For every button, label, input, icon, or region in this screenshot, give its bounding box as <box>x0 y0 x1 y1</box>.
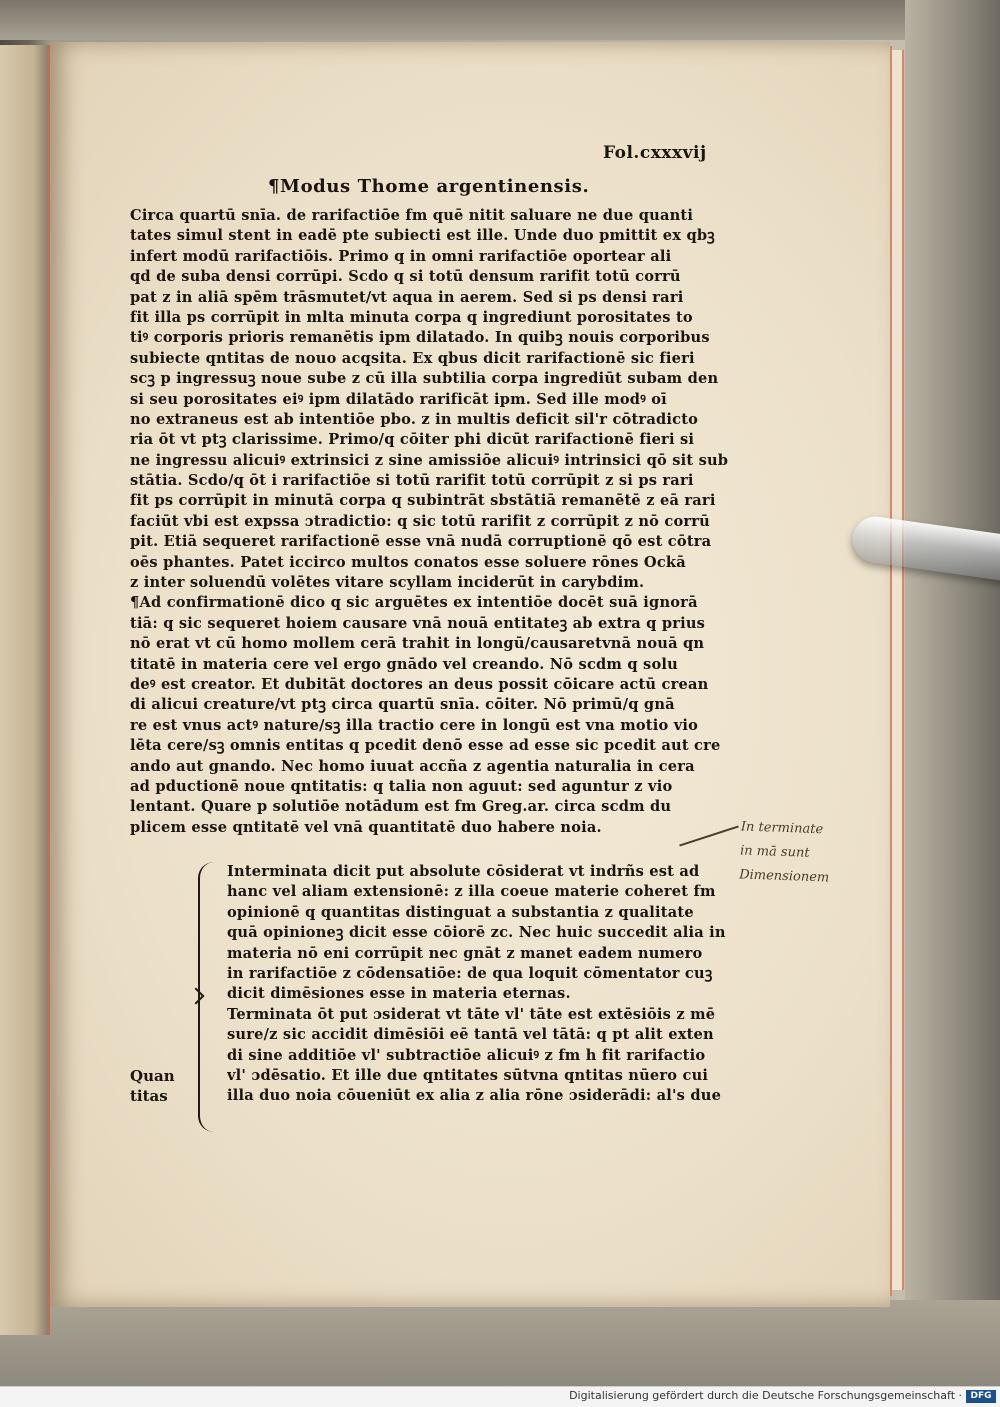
text-line: illa duo noia cōueniūt ex alia z alia rōne ɔsiderādi: al's due <box>227 1087 722 1105</box>
folio-number: Fol.cxxxvij <box>603 143 707 163</box>
text-line: fit illa ps corrūpit in mlta minuta corpa q ingrediunt porositates to <box>130 308 693 326</box>
text-line: sure/z sic accidit dimēsiōi eē tantā vel tātā: q pt alit exten <box>227 1026 714 1044</box>
text-line: pat z in aliā spēm trāsmutet/vt aqua in aerem. Sed si ps densi rari <box>130 288 684 306</box>
side-label: titas <box>130 1087 168 1105</box>
text-line: ne ingressu alicuiꝰ extrinsici z sine amissiōe alicuiꝰ intrinsici qō sit sub <box>130 451 729 469</box>
main-text-block <box>130 206 738 838</box>
text-line: plicem esse qntitatē vel vnā quantitatē duo habere noia. <box>130 818 602 836</box>
section-heading: ¶Modus Thome argentinensis. <box>268 176 590 197</box>
text-line: lēta cere/sꝫ omnis entitas q pcedit denō esse ad esse sic pcedit aut cre <box>130 737 721 755</box>
text-line: titatē in materia cere vel ergo gnādo vel creando. Nō scdm q solu <box>130 655 678 673</box>
text-line: pit. Etiā sequeret rarifactionē esse vnā nudā corruptionē qō est cōtra <box>130 533 712 551</box>
text-line: Interminata dicit put absolute cōsiderat vt indrñs est ad <box>227 863 700 880</box>
handwritten-line: in mā sunt <box>739 843 810 861</box>
book-cover-bottom <box>0 1300 1000 1386</box>
text-line: in rarifactiōe z cōdensatiōe: de qua loquit cōmentator cuꝫ <box>227 964 713 982</box>
text-line: si seu porositates eiꝰ ipm dilatādo rarificāt ipm. Sed ille modꝰ oī <box>130 390 667 408</box>
text-line: scꝫ p ingressuꝫ noue sube z cū illa subtilia corpa ingrediūt subam den <box>130 370 719 388</box>
text-line: tiꝰ corporis prioris remanētis ipm dilatado. In quibꝫ nouis corporibus <box>130 329 710 347</box>
handwritten-marginal-note <box>739 815 891 892</box>
text-line: lentant. Quare p solutiōe notādum est fm Greg.ar. circa scdm du <box>130 798 672 816</box>
text-line: qd de suba densi corrūpi. Scdo q si totū densum rarifit totū corrū <box>130 268 681 286</box>
text-line: subiecte qntitas de nouo acqsita. Ex qbus dicit rarifactionē sic fieri <box>130 349 695 367</box>
text-line: no extraneus est ab intentiōe pbo. z in multis deficit sil'r cōtradicto <box>130 410 699 428</box>
book-cover-right <box>905 0 1000 1386</box>
text-line: di alicui creature/vt ptꝫ circa quartū snīa. cōiter. Nō primū/q gnā <box>130 696 675 714</box>
text-line: tates simul stent in eadē pte subiecti est ille. Unde duo pmittit ex qbꝫ <box>130 227 715 245</box>
text-line: tiā: q sic sequeret hoiem causare vnā nouā entitateꝫ ab extra q prius <box>130 614 706 632</box>
text-line: vl' ɔdēsatio. Et ille due qntitates sūtvna qntitas nūero cui <box>227 1066 709 1084</box>
text-line: fit ps corrūpit in minutā corpa q subintrāt sbstātiā remanētē z eā rari <box>130 492 716 510</box>
text-line: ¶Ad confirmationē dico q sic arguētes ex intentiōe docēt suā ignorā <box>130 594 698 612</box>
footer-bar <box>0 1386 1000 1407</box>
text-line: materia nō eni corrūpit nec gnāt z manet eadem numero <box>227 944 703 962</box>
text-line: Terminata ōt put ɔsiderat vt tāte vl' tāte est extēsiōis z mē <box>227 1005 716 1023</box>
text-line: dicit dimēsiones esse in materia eternas. <box>227 985 571 1003</box>
text-line: ando aut gnando. Nec homo iuuat accña z agentia naturalia in cera <box>130 757 695 775</box>
text-line: deꝰ est creator. Et dubitāt doctores an deus possit cōicare actū crean <box>130 675 709 693</box>
handwritten-line: Dimensionem <box>738 867 830 886</box>
text-line: di sine additiōe vl' subtractiōe alicuiꝰ z fm h fit rarifactio <box>227 1046 706 1064</box>
left-page-edge <box>0 45 50 1335</box>
text-line: oēs phantes. Patet iccirco multos conatos esse soluere rōnes Ockā <box>130 553 686 571</box>
indented-text-block <box>227 862 737 1107</box>
text-line: ria ōt vt ptꝫ clarissime. Primo/q cōiter phi dicūt rarifactionē fieri si <box>130 431 695 449</box>
text-line: re est vnus actꝰ nature/sꝫ illa tractio cere in longū est vna motio vio <box>130 716 699 734</box>
dfg-logo: DFG <box>966 1390 996 1403</box>
text-line: infert modū rarifactiōis. Primo q in omni rarifactiōe oportear ali <box>130 247 672 265</box>
text-line: nō erat vt cū homo mollem cerā trahit in longū/causaretvnā nouā qn <box>130 635 705 653</box>
side-label: Quan <box>130 1067 175 1085</box>
text-line: stātia. Scdo/q ōt i rarifactiōe si totū rarifit totū corrūpit z si ps rari <box>130 472 694 490</box>
text-line: z inter soluendū volētes vitare scyllam inciderūt in carybdim. <box>130 574 645 592</box>
text-line: quā opinioneꝫ dicit esse cōiorē zc. Nec huic succedit alia in <box>227 924 726 942</box>
text-line: faciūt vbi est expssa ɔtradictio: q sic totū rarifit z corrūpit z nō corrū <box>130 512 710 530</box>
text-line: ad pductionē noue qntitatis: q talia non aguut: sed aguntur z vio <box>130 777 673 795</box>
book-cover-top <box>0 0 1000 40</box>
handwritten-line: In terminate <box>740 819 824 838</box>
footer-credit: Digitalisierung gefördert durch die Deutsche Forschungsgemeinschaft · <box>569 1389 962 1402</box>
text-line: opinionē q quantitas distinguat a substantia z qualitate <box>227 903 694 921</box>
text-line: hanc vel aliam extensionē: z illa coeue materie coheret fm <box>227 883 716 901</box>
text-line: Circa quartū snīa. de rarifactiōe fm quē nitit saluare ne due quanti <box>130 207 694 224</box>
